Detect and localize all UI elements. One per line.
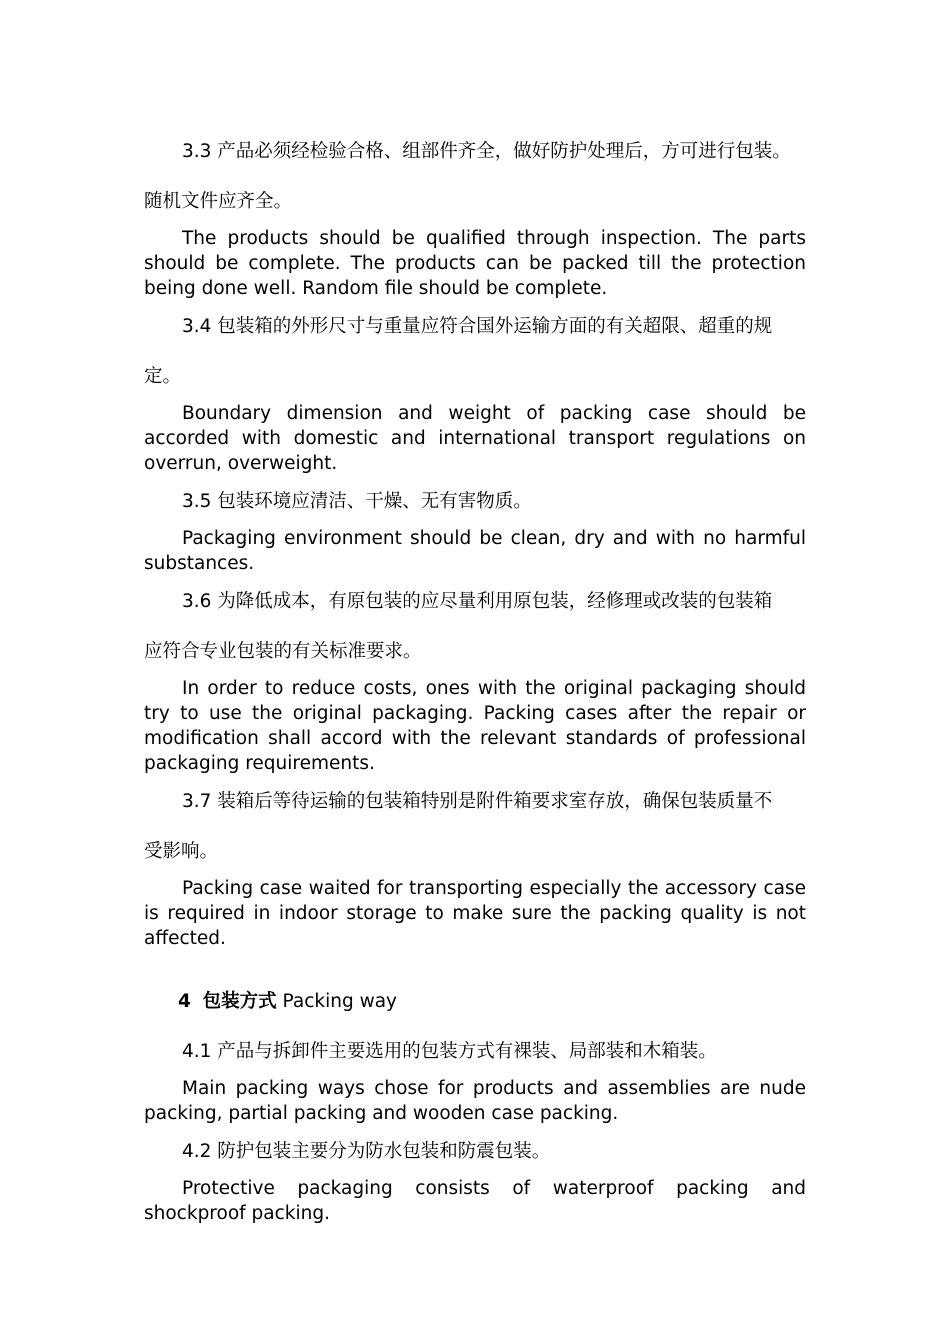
section-4-heading [144,989,806,1014]
section-4-2-zh-line1: 4.2 防护包装主要分为防水包装和防震包装。 [182,1141,551,1162]
document-page [144,133,806,1226]
section-3-4-en: Boundary dimension and weight of packing case should be accorded with domestic and international transport regulations on overrun, overweight. [144,403,806,474]
section-3-6-en: In order to reduce costs, ones with the original packaging should try to use the original packaging. Packing cases after the repair or modification shall accord with the relevant standards of professional packaging requirements. [144,678,806,774]
section-3-5-zh-line1: 3.5 包装环境应清洁、干燥、无有害物质。 [182,491,532,512]
section-3-4-zh-line2: 定。 [144,366,182,387]
section-4-title-en: Packing way [282,991,397,1012]
section-3-7-zh-line2: 受影响。 [144,841,219,862]
section-3-7-en: Packing case waited for transporting especially the accessory case is required in indoor storage to make sure the packing quality is not affected. [144,878,806,949]
section-3-7-zh-line1: 3.7 装箱后等待运输的包装箱特别是附件箱要求室存放，确保包装质量不 [182,791,773,812]
section-4-1-zh-line1: 4.1 产品与拆卸件主要选用的包装方式有裸装、局部装和木箱装。 [182,1041,717,1062]
section-3-3-zh-line1: 3.3 产品必须经检验合格、组部件齐全，做好防护处理后，方可进行包装。 [182,141,791,162]
section-3-3-en: The products should be qualified through inspection. The parts should be complete. The products can be packed till the protection being done well. Random file should be complete. [144,228,806,299]
section-4-number: 4 [178,991,191,1012]
section-3-5-en: Packaging environment should be clean, dry and with no harmful substances. [144,528,806,574]
section-3-4-zh-line1: 3.4 包装箱的外形尺寸与重量应符合国外运输方面的有关超限、超重的规 [182,316,773,337]
section-3-6-zh-line2: 应符合专业包装的有关标准要求。 [144,641,422,662]
section-4-2-en: Protective packaging consists of waterproof packing and shockproof packing. [144,1178,806,1224]
section-3-3-zh-line2: 随机文件应齐全。 [144,191,293,212]
section-4-1-en: Main packing ways chose for products and assemblies are nude packing, partial packing and wooden case packing. [144,1078,806,1124]
section-3-6-zh-line1: 3.6 为降低成本，有原包装的应尽量利用原包装，经修理或改装的包装箱 [182,591,773,612]
section-4-title-zh: 包装方式 [202,991,277,1012]
